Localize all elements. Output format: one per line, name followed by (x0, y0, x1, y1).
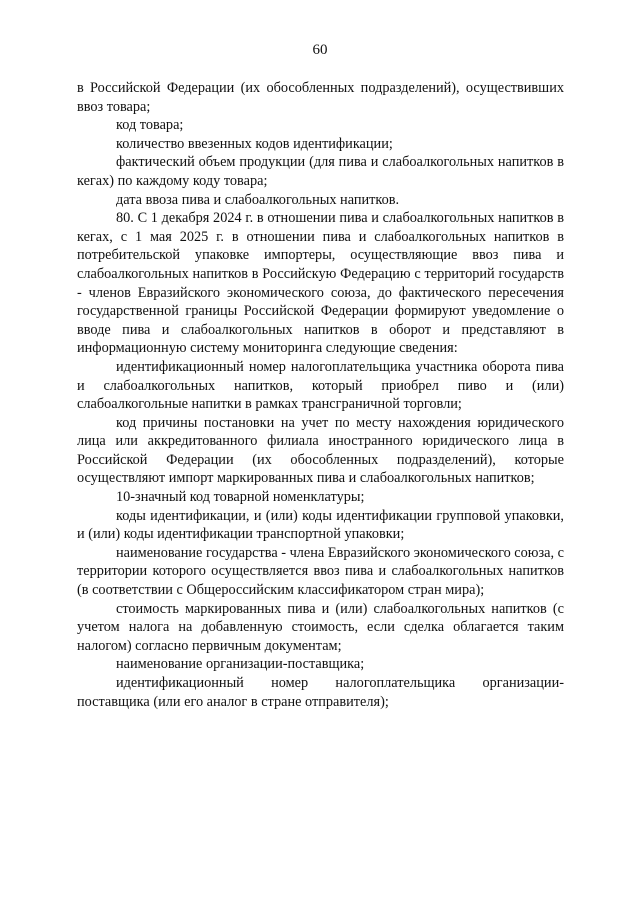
paragraph-item-identification-codes: коды идентификации, и (или) коды идентификации групповой упаковки, и (или) коды идентификации транспортной упаковки; (77, 507, 564, 543)
paragraph-item-codes-count: количество ввезенных кодов идентификации; (116, 135, 393, 152)
paragraph-item-member-state: наименование государства - члена Евразийского экономического союза, с территории которого осуществляется ввоз пива и слабоалкогольных напитков (в соответствии с Общероссийским классификатором стран мира); (77, 544, 564, 599)
paragraph-item-import-date: дата ввоза пива и слабоалкогольных напитков. (116, 191, 400, 208)
paragraph-item-cost: стоимость маркированных пива и (или) слабоалкогольных напитков (с учетом налога на добавленную стоимость, если сделка облагается таким налогом) согласно первичным документам; (77, 600, 564, 654)
paragraph-item-commodity-code: 10-значный код товарной номенклатуры; (116, 489, 365, 506)
paragraph-item-registration-reason-code: код причины постановки на учет по месту нахождения юридического лица или аккредитованного филиала иностранного юридического лица в Российской Федерации (их обособленных подразделений), которые осуществляют импорт маркированных пива и слабоалкогольных напитков; (77, 414, 564, 487)
paragraph-item-taxpayer-id: идентификационный номер налогоплательщика участника оборота пива и слабоалкогольных напитков, который приобрел пиво и (или) слабоалкогольные напитки в рамках трансграничной торговли; (77, 358, 564, 413)
document-body (77, 79, 564, 711)
paragraph-item-product-code: код товара; (116, 117, 184, 134)
paragraph-continuation: в Российской Федерации (их обособленных подразделений), осуществивших ввоз товара; (77, 80, 564, 115)
paragraph-item-supplier-name: наименование организации-поставщика; (116, 656, 365, 673)
paragraph-item-actual-volume: фактический объем продукции (для пива и слабоалкогольных напитков в кегах) по каждому коду товара; (77, 154, 564, 189)
page-number: 60 (312, 42, 328, 58)
paragraph-clause-80: 80. С 1 декабря 2024 г. в отношении пива и слабоалкогольных напитков в кегах, с 1 мая 2025 г. в отношении пива и слабоалкогольных напитков в потребительской упаковке импортеры, осуществляющие ввоз пива и слабоалкогольных напитков в Российскую Федерацию с территорий государств - членов Евразийского экономического союза, до фактического пересечения государственной границы Российской Федерации формируют уведомление о вводе пива и слабоалкогольных напитков в оборот и представляют в информационную систему мониторинга следующие сведения: (77, 210, 564, 357)
paragraph-item-supplier-taxpayer-id: идентификационный номер налогоплательщика организации-поставщика (или его аналог в стране отправителя); (77, 675, 564, 710)
